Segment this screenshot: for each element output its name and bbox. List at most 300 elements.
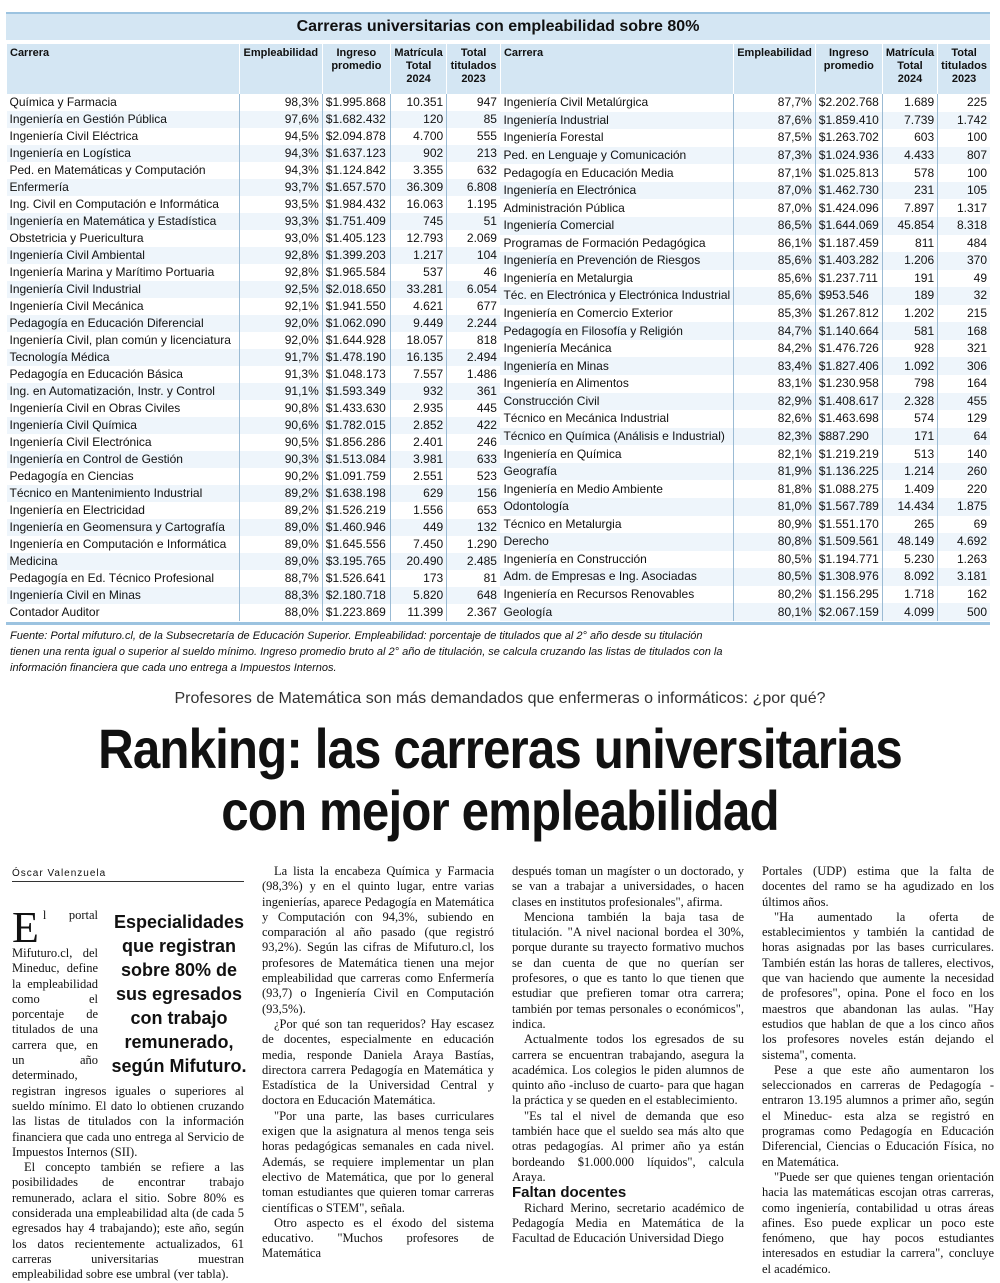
cell-carrera: Técnico en Química (Análisis e Industrial) [500, 428, 733, 446]
cell-titulados: 1.875 [938, 498, 990, 516]
cell-carrera: Ingeniería en Metalurgia [503, 270, 633, 285]
cell-titulados: 2.485 [447, 553, 500, 570]
table-row [500, 199, 990, 217]
table-row [7, 383, 500, 400]
table-row [7, 604, 500, 621]
cell-carrera: Ingeniería en Computación e Informática [9, 537, 227, 551]
cell-matricula: 3.981 [390, 451, 446, 468]
cell-titulados: 225 [938, 94, 990, 112]
table-row [7, 570, 500, 587]
cell-ingreso: $1.187.459 [815, 235, 882, 253]
col-header-ingreso: Ingreso promedio [815, 44, 882, 94]
table-row [500, 393, 990, 411]
cell-empleabilidad: 94,5% [239, 128, 322, 145]
cell-matricula: 4.621 [390, 298, 446, 315]
table-row [7, 315, 500, 332]
cell-carrera: Ingeniería en Prevención de Riesgos [500, 252, 733, 270]
cell-matricula: 20.490 [390, 553, 446, 570]
table-row [500, 147, 990, 165]
cell-ingreso: $1.025.813 [815, 164, 882, 182]
cell-empleabilidad: 82,9% [734, 393, 816, 411]
cell-carrera: Ingeniería Forestal [503, 130, 604, 145]
cell-matricula: 18.057 [390, 332, 446, 349]
table-row [500, 463, 990, 481]
cell-matricula: 7.897 [882, 199, 937, 217]
paragraph: Actualmente todos los egresados de su carrera se encuentran trabajando, asegura la académica. Los colegios le piden alumnos de quinto año -incluso de cuarto- para que hagan la práctica y se queden en el establecimiento. [512, 1032, 744, 1108]
cell-empleabilidad: 82,3% [734, 428, 816, 446]
cell-titulados: 164 [938, 375, 990, 393]
cell-matricula: 1.214 [882, 463, 937, 481]
byline: Óscar Valenzuela [12, 868, 244, 882]
cell-carrera: Ingeniería en Geomensura y Cartografía [7, 519, 240, 536]
article-column-3 [512, 864, 744, 1246]
cell-ingreso: $1.433.630 [322, 400, 390, 417]
cell-ingreso: $1.644.069 [815, 217, 882, 235]
cell-titulados: 2.244 [447, 315, 500, 332]
cell-carrera: Ingeniería en Control de Gestión [7, 451, 240, 468]
cell-ingreso: $1.156.295 [815, 586, 882, 604]
cell-empleabilidad: 92,8% [239, 264, 322, 281]
cell-matricula: 16.135 [390, 349, 446, 366]
cell-ingreso: $1.048.173 [322, 366, 390, 383]
cell-titulados: 1.290 [447, 536, 500, 553]
cell-titulados: 260 [938, 463, 990, 481]
cell-ingreso: $3.195.765 [322, 553, 390, 570]
cell-titulados: 2.069 [447, 230, 500, 247]
table-row [500, 305, 990, 323]
cell-carrera: Ingeniería en Alimentos [503, 376, 629, 391]
cell-matricula: 537 [390, 264, 446, 281]
col-header-titulados: Total titulados 2023 [447, 44, 500, 94]
cell-empleabilidad: 90,5% [239, 434, 322, 451]
cell-matricula: 5.820 [390, 587, 446, 604]
cell-matricula: 2.328 [882, 393, 937, 411]
cell-ingreso: $1.463.698 [815, 410, 882, 428]
cell-ingreso: $1.526.219 [322, 502, 390, 519]
cell-empleabilidad: 92,8% [239, 247, 322, 264]
col-header-empleabilidad: Empleabilidad [734, 44, 816, 94]
cell-matricula: 902 [390, 145, 446, 162]
col-header-carrera: Carrera [500, 44, 733, 94]
cell-empleabilidad: 80,9% [734, 516, 816, 534]
cell-titulados: 6.054 [447, 281, 500, 298]
cell-empleabilidad: 84,7% [734, 322, 816, 340]
paragraph: "Ha aumentado la oferta de establecimientos y también la cantidad de horas asignadas por las bases curriculares. También están las horas de talleres, electivos, que van haciendo que aumente la necesidad de profesores", opina. Pone el foco en los maestros que abandonan las aulas. "Hay estudios que hablan de que a los cinco años los profesores noveles están dejando el sistema", comenta. [762, 909, 994, 1062]
table-row [7, 179, 500, 196]
cell-carrera: Ingeniería Industrial [500, 112, 733, 130]
table-row [500, 340, 990, 358]
table-right [500, 44, 990, 621]
paragraph: El concepto también se refiere a las posibilidades de encontrar trabajo remunerado, aclara el sitio. Sobre 80% es considerada una empleabilidad alta (de cada 5 egresados hay 4 trabajando); este año, según los datos recientemente actualizados, 61 carreras universitarias muestran empleabilidad sobre ese umbral (ver tabla). [12, 1160, 244, 1282]
cell-ingreso: $1.551.170 [815, 516, 882, 534]
cell-matricula: 3.355 [390, 162, 446, 179]
cell-ingreso: $1.478.190 [322, 349, 390, 366]
cell-empleabilidad: 87,0% [734, 199, 816, 217]
paragraph: "Puede ser que quienes tengan orientación hacia las matemáticas escojan otras carreras, como ingeniería, contabilidad u otras áreas afines. Eso puede explicar un poco este fenómeno, que hay pocos estudiantes interesados en estudiar la carrera", concluye el académico. [762, 1169, 994, 1276]
paragraph: "Por una parte, las bases curriculares exigen que la asignatura al menos tenga seis horas pedagógicas semanales en cada nivel. Además, se requiere implementar un plan electivo de Matemática, que por lo general toman estudiantes que quieren tomar carreras científicas o STEM", señala. [262, 1108, 494, 1215]
cell-empleabilidad: 87,0% [734, 182, 816, 200]
cell-matricula: 189 [882, 287, 937, 305]
cell-empleabilidad: 80,2% [734, 586, 816, 604]
table-row [7, 468, 500, 485]
cell-carrera: Ingeniería en Recursos Renovables [503, 587, 695, 602]
cell-carrera: Ingeniería Civil Química [7, 417, 240, 434]
cell-matricula: 16.063 [390, 196, 446, 213]
cell-empleabilidad: 87,6% [734, 112, 816, 130]
cell-matricula: 45.854 [882, 217, 937, 235]
table-row [500, 112, 990, 130]
cell-carrera: Ingeniería Mecánica [503, 341, 612, 356]
cell-titulados: 220 [938, 480, 990, 498]
table-source-note: Fuente: Portal mifuturo.cl, de la Subsecretaría de Educación Superior. Empleabilidad: porcentaje de titulados que al 2° año desde su titulación tienen una renta igual o superior al sueldo mínimo. Ingreso promedio bruto al 2° año de titulación, se calcula cruzando las listas de titulados con la información financiera que cada uno entrega a Impuestos Internos. [10, 630, 723, 674]
cell-carrera: Ingeniería en Minas [500, 357, 733, 375]
cell-matricula: 173 [390, 570, 446, 587]
cell-ingreso: $1.995.868 [322, 94, 390, 111]
cell-ingreso: $1.476.726 [815, 340, 882, 358]
cell-matricula: 1.206 [882, 252, 937, 270]
table-row [7, 162, 500, 179]
cell-carrera: Ped. en Matemáticas y Computación [9, 163, 206, 177]
cell-carrera: Medicina [7, 553, 240, 570]
cell-titulados: 632 [447, 162, 500, 179]
cell-carrera: Ingeniería en Gestión Pública [7, 111, 240, 128]
paragraph: Pese a que este año aumentaron los seleccionados en carreras de Pedagogía -entraron 13.195 alumnos a primer año, según el Mineduc- esta alza se registró en programas como Pedagogía en Educación Diferencial, Ciencias o Educación Física, no en Matemática. [762, 1062, 994, 1169]
col-header-empleabilidad: Empleabilidad [239, 44, 322, 94]
cell-matricula: 36.309 [390, 179, 446, 196]
cell-empleabilidad: 97,6% [239, 111, 322, 128]
cell-matricula: 1.202 [882, 305, 937, 323]
table-row [7, 247, 500, 264]
cell-matricula: 798 [882, 375, 937, 393]
table-row [500, 516, 990, 534]
article-column-1 [12, 903, 247, 1283]
cell-empleabilidad: 82,1% [734, 445, 816, 463]
cell-ingreso: $1.263.702 [815, 129, 882, 147]
cell-titulados: 555 [447, 128, 500, 145]
col-header-matricula: Matrícula Total 2024 [390, 44, 446, 94]
table-row [500, 586, 990, 604]
cell-carrera: Técnico en Mantenimiento Industrial [7, 485, 240, 502]
drop-cap: E [12, 903, 39, 952]
table-row [500, 375, 990, 393]
cell-empleabilidad: 94,3% [239, 145, 322, 162]
cell-carrera: Pedagogía en Educación Básica [9, 367, 183, 381]
cell-ingreso: $1.408.617 [815, 393, 882, 411]
table-row [500, 252, 990, 270]
cell-ingreso: $1.237.711 [815, 270, 882, 288]
cell-empleabilidad: 93,5% [239, 196, 322, 213]
cell-ingreso: $1.308.976 [815, 568, 882, 586]
table-row [500, 428, 990, 446]
cell-matricula: 2.935 [390, 400, 446, 417]
cell-empleabilidad: 89,0% [239, 519, 322, 536]
cell-ingreso: $1.751.409 [322, 213, 390, 230]
cell-carrera: Pedagogía en Ed. Técnico Profesional [9, 571, 215, 585]
cell-carrera: Ingeniería en Comercio Exterior [503, 306, 673, 321]
cell-carrera: Ingeniería Civil Industrial [7, 281, 240, 298]
cell-empleabilidad: 87,1% [734, 164, 816, 182]
table-row [500, 94, 990, 112]
cell-ingreso: $1.526.641 [322, 570, 390, 587]
table-row [7, 196, 500, 213]
cell-empleabilidad: 87,3% [734, 147, 816, 165]
cell-matricula: 48.149 [882, 533, 937, 551]
cell-ingreso: $1.062.090 [322, 315, 390, 332]
table-row [7, 264, 500, 281]
cell-titulados: 1.742 [938, 112, 990, 130]
cell-ingreso: $1.509.561 [815, 533, 882, 551]
cell-ingreso: $1.941.550 [322, 298, 390, 315]
cell-matricula: 932 [390, 383, 446, 400]
cell-matricula: 171 [882, 428, 937, 446]
cell-carrera: Geología [500, 603, 733, 621]
cell-titulados: 361 [447, 383, 500, 400]
table-bottom-rule [6, 622, 990, 625]
article-headline: Ranking: las carreras universitarias con mejor empleabilidad [98, 717, 902, 842]
cell-matricula: 574 [882, 410, 937, 428]
cell-ingreso: $1.194.771 [815, 551, 882, 569]
cell-matricula: 1.409 [882, 480, 937, 498]
cell-ingreso: $1.088.275 [815, 480, 882, 498]
cell-empleabilidad: 81,8% [734, 480, 816, 498]
cell-empleabilidad: 83,1% [734, 375, 816, 393]
table-row [7, 587, 500, 604]
paragraph: Otro aspecto es el éxodo del sistema educativo. "Muchos profesores de Matemática [262, 1215, 494, 1261]
cell-ingreso: $1.091.759 [322, 468, 390, 485]
cell-empleabilidad: 91,3% [239, 366, 322, 383]
cell-empleabilidad: 93,3% [239, 213, 322, 230]
cell-ingreso: $1.136.225 [815, 463, 882, 481]
cell-carrera: Ing. en Automatización, Instr. y Control [7, 383, 240, 400]
cell-titulados: 105 [938, 182, 990, 200]
cell-matricula: 2.551 [390, 468, 446, 485]
cell-empleabilidad: 88,0% [239, 604, 322, 621]
table-left [6, 44, 500, 621]
cell-empleabilidad: 80,5% [734, 551, 816, 569]
cell-carrera: Química y Farmacia [9, 95, 117, 109]
table-row [7, 519, 500, 536]
table-row [7, 485, 500, 502]
cell-titulados: 422 [447, 417, 500, 434]
cell-carrera: Ingeniería en Electrónica [500, 182, 733, 200]
cell-matricula: 8.092 [882, 568, 937, 586]
cell-ingreso: $1.460.946 [322, 519, 390, 536]
cell-matricula: 449 [390, 519, 446, 536]
cell-titulados: 2.494 [447, 349, 500, 366]
cell-empleabilidad: 89,0% [239, 536, 322, 553]
cell-titulados: 213 [447, 145, 500, 162]
cell-matricula: 603 [882, 129, 937, 147]
cell-empleabilidad: 85,3% [734, 305, 816, 323]
table-row [500, 551, 990, 569]
cell-empleabilidad: 85,6% [734, 270, 816, 288]
paragraph: El portal Mifuturo.cl, del Mineduc, define la empleabilidad como el porcentaje de titulados de una carrera que, en un año determinado, registran ingresos iguales o superiores al sueldo mínimo. El dato lo obtienen cruzando las listas de titulados con la información financiera que cada uno entrega al Servicio de Impuestos Internos (SII). [12, 903, 244, 1159]
table-row [7, 332, 500, 349]
cell-carrera: Ingeniería Civil Ambiental [7, 247, 240, 264]
cell-ingreso: $2.202.768 [815, 94, 882, 112]
cell-titulados: 677 [447, 298, 500, 315]
table-row [500, 129, 990, 147]
cell-ingreso: $1.223.869 [322, 604, 390, 621]
cell-titulados: 370 [938, 252, 990, 270]
cell-carrera: Administración Pública [503, 200, 625, 215]
cell-matricula: 4.099 [882, 603, 937, 621]
cell-titulados: 445 [447, 400, 500, 417]
cell-carrera: Ingeniería en Logística [7, 145, 240, 162]
cell-empleabilidad: 80,1% [734, 603, 816, 621]
cell-empleabilidad: 86,5% [734, 217, 816, 235]
cell-empleabilidad: 85,6% [734, 252, 816, 270]
cell-ingreso: $1.567.789 [815, 498, 882, 516]
cell-titulados: 64 [938, 428, 990, 446]
cell-matricula: 120 [390, 111, 446, 128]
cell-carrera: Ingeniería Comercial [500, 217, 733, 235]
cell-empleabilidad: 98,3% [239, 94, 322, 111]
cell-empleabilidad: 91,7% [239, 349, 322, 366]
cell-carrera: Ing. Civil en Computación e Informática [9, 197, 219, 211]
cell-carrera: Ingeniería en Química [503, 446, 622, 461]
col-header-titulados: Total titulados 2023 [938, 44, 990, 94]
cell-matricula: 191 [882, 270, 937, 288]
paragraph: Menciona también la baja tasa de titulación. "A nivel nacional bordea el 30%, porque durante su trayecto formativo muchos se dan cuenta de que no querían ser profesores, o que es tanto lo que tienen que estudiar que prefieren tomar otra carrera; también por temas personales o económicos", indica. [512, 909, 744, 1031]
cell-carrera: Ingeniería en Medio Ambiente [503, 481, 663, 496]
cell-carrera: Construcción Civil [500, 393, 733, 411]
cell-carrera: Odontología [500, 498, 733, 516]
table-row [7, 111, 500, 128]
cell-matricula: 629 [390, 485, 446, 502]
cell-ingreso: $2.094.878 [322, 128, 390, 145]
cell-carrera: Ped. en Lenguaje y Comunicación [500, 147, 733, 165]
cell-empleabilidad: 89,2% [239, 485, 322, 502]
cell-ingreso: $1.782.015 [322, 417, 390, 434]
cell-empleabilidad: 89,2% [239, 502, 322, 519]
cell-matricula: 2.852 [390, 417, 446, 434]
cell-ingreso: $1.645.556 [322, 536, 390, 553]
cell-carrera: Ingeniería Civil Electrónica [9, 435, 152, 449]
table-row [500, 217, 990, 235]
cell-titulados: 51 [447, 213, 500, 230]
article-kicker: Profesores de Matemática son más demandados que enfermeras o informáticos: ¿por qué? [174, 690, 826, 707]
table-row [7, 502, 500, 519]
cell-ingreso: $1.405.123 [322, 230, 390, 247]
cell-ingreso: $2.180.718 [322, 587, 390, 604]
cell-titulados: 132 [447, 519, 500, 536]
cell-empleabilidad: 84,2% [734, 340, 816, 358]
cell-ingreso: $1.984.432 [322, 196, 390, 213]
cell-matricula: 1.092 [882, 357, 937, 375]
cell-titulados: 947 [447, 94, 500, 111]
cell-ingreso: $1.424.096 [815, 199, 882, 217]
table-row [7, 298, 500, 315]
cell-empleabilidad: 82,6% [734, 410, 816, 428]
cell-carrera: Obstetricia y Puericultura [9, 231, 144, 245]
cell-titulados: 162 [938, 586, 990, 604]
subhead: Faltan docentes [512, 1184, 627, 1202]
cell-titulados: 46 [447, 264, 500, 281]
cell-titulados: 1.263 [938, 551, 990, 569]
cell-titulados: 168 [938, 322, 990, 340]
paragraph: La lista la encabeza Química y Farmacia (98,3%) y en el quinto lugar, entre varias ingenierías, aparece Pedagogía en Matemática y Computación con 94,3%, subiendo en comparación al año pasado (que registró 93,2%). Según las cifras de Mifuturo.cl, los profesores de Matemática tienen una mejor empleabilidad que carreras como Enfermería (93,7) o Ingeniería Civil en Computación (93,5%). [262, 864, 494, 1016]
cell-titulados: 321 [938, 340, 990, 358]
table-row [7, 281, 500, 298]
cell-titulados: 69 [938, 516, 990, 534]
cell-matricula: 5.230 [882, 551, 937, 569]
pull-quote: Especialidades que registran sobre 80% de sus egresados con trabajo remunerado, según Mifuturo. [111, 912, 247, 1076]
paragraph: Portales (UDP) estima que la falta de docentes del ramo se ha agudizado en los últimos años. [762, 864, 994, 909]
cell-ingreso: $2.018.650 [322, 281, 390, 298]
table-row [7, 400, 500, 417]
table-row [500, 603, 990, 621]
cell-empleabilidad: 90,3% [239, 451, 322, 468]
cell-titulados: 156 [447, 485, 500, 502]
cell-carrera: Enfermería [7, 179, 240, 196]
table-row [7, 366, 500, 383]
cell-empleabilidad: 90,2% [239, 468, 322, 485]
cell-empleabilidad: 85,6% [734, 287, 816, 305]
cell-titulados: 818 [447, 332, 500, 349]
cell-ingreso: $1.267.812 [815, 305, 882, 323]
cell-empleabilidad: 87,5% [734, 129, 816, 147]
cell-matricula: 7.557 [390, 366, 446, 383]
table-row [500, 357, 990, 375]
cell-ingreso: $1.403.282 [815, 252, 882, 270]
table-row [500, 287, 990, 305]
table-row [500, 235, 990, 253]
cell-ingreso: $887.290 [815, 428, 882, 446]
table-row [500, 533, 990, 551]
cell-ingreso: $1.644.928 [322, 332, 390, 349]
cell-carrera: Ingeniería Marina y Marítimo Portuaria [9, 265, 215, 279]
cell-carrera: Ingeniería Civil, plan común y licenciatura [9, 333, 231, 347]
cell-ingreso: $1.140.664 [815, 322, 882, 340]
table-row [500, 480, 990, 498]
cell-titulados: 129 [938, 410, 990, 428]
employability-table [6, 12, 990, 621]
cell-ingreso: $953.546 [815, 287, 882, 305]
cell-carrera: Tecnología Médica [7, 349, 240, 366]
cell-empleabilidad: 81,0% [734, 498, 816, 516]
cell-matricula: 7.739 [882, 112, 937, 130]
cell-ingreso: $1.024.936 [815, 147, 882, 165]
cell-matricula: 265 [882, 516, 937, 534]
cell-titulados: 85 [447, 111, 500, 128]
cell-matricula: 1.217 [390, 247, 446, 264]
cell-titulados: 500 [938, 603, 990, 621]
cell-empleabilidad: 83,4% [734, 357, 816, 375]
cell-matricula: 33.281 [390, 281, 446, 298]
cell-titulados: 32 [938, 287, 990, 305]
cell-carrera: Pedagogía en Educación Media [503, 165, 674, 180]
cell-titulados: 1.486 [447, 366, 500, 383]
cell-empleabilidad: 80,8% [734, 533, 816, 551]
table-row [500, 568, 990, 586]
table-row [7, 213, 500, 230]
cell-carrera: Técnico en Mecánica Industrial [503, 411, 669, 426]
cell-ingreso: $1.593.349 [322, 383, 390, 400]
table-row [500, 164, 990, 182]
cell-ingreso: $1.124.842 [322, 162, 390, 179]
cell-empleabilidad: 92,5% [239, 281, 322, 298]
cell-carrera: Pedagogía en Ciencias [9, 469, 134, 483]
cell-titulados: 648 [447, 587, 500, 604]
cell-ingreso: $1.637.123 [322, 145, 390, 162]
cell-ingreso: $1.827.406 [815, 357, 882, 375]
cell-titulados: 2.367 [447, 604, 500, 621]
cell-carrera: Técnico en Metalurgia [503, 516, 622, 531]
article-column-4 [762, 864, 994, 1277]
cell-matricula: 12.793 [390, 230, 446, 247]
cell-titulados: 4.692 [938, 533, 990, 551]
